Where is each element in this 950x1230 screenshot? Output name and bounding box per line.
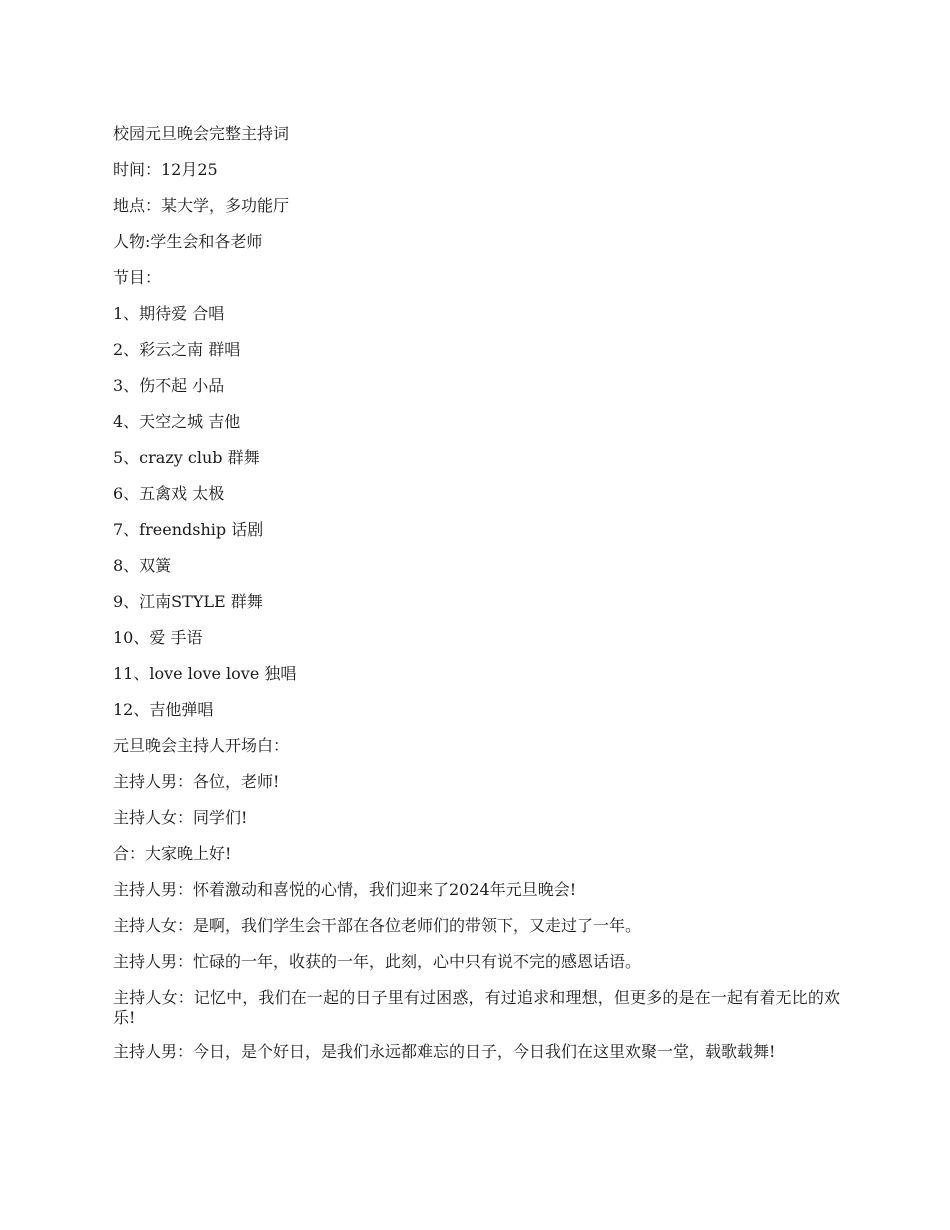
dialogue-paragraph: 主持人女：记忆中，我们在一起的日子里有过困惑，有过追求和理想，但更多的是在一起有着无比的欢乐! bbox=[113, 988, 840, 1027]
dialogue-line: 主持人男：各位，老师! bbox=[113, 772, 280, 791]
event-people: 人物:学生会和各老师 bbox=[113, 232, 263, 251]
program-item: 12、吉他弹唱 bbox=[113, 700, 214, 719]
program-item: 8、双簧 bbox=[113, 556, 172, 575]
program-item: 3、伤不起 小品 bbox=[113, 376, 225, 395]
event-place: 地点：某大学，多功能厅 bbox=[113, 196, 290, 215]
dialogue-line: 主持人女：是啊，我们学生会干部在各位老师们的带领下，又走过了一年。 bbox=[113, 916, 642, 935]
dialogue-line: 主持人男：忙碌的一年，收获的一年，此刻，心中只有说不完的感恩话语。 bbox=[113, 952, 642, 971]
program-item: 2、彩云之南 群唱 bbox=[113, 340, 241, 359]
program-item: 5、crazy club 群舞 bbox=[113, 448, 260, 467]
event-time: 时间：12月25 bbox=[113, 160, 218, 179]
dialogue-paragraph: 主持人男：今日，是个好日，是我们永远都难忘的日子，今日我们在这里欢聚一堂，载歌载舞! bbox=[113, 1042, 776, 1061]
program-item: 7、freendship 话剧 bbox=[113, 520, 264, 539]
program-item: 4、天空之城 吉他 bbox=[113, 412, 241, 431]
dialogue-line: 合：大家晚上好! bbox=[113, 844, 232, 863]
program-item: 1、期待爱 合唱 bbox=[113, 304, 225, 323]
program-heading: 节目： bbox=[113, 268, 162, 287]
program-item: 6、五禽戏 太极 bbox=[113, 484, 225, 503]
document-title: 校园元旦晚会完整主持词 bbox=[113, 124, 290, 143]
dialogue-line: 主持人男：怀着激动和喜悦的心情，我们迎来了2024年元旦晚会! bbox=[113, 880, 577, 899]
program-item: 9、江南STYLE 群舞 bbox=[113, 592, 263, 611]
opening-heading: 元旦晚会主持人开场白： bbox=[113, 736, 290, 755]
dialogue-line: 主持人女：同学们! bbox=[113, 808, 248, 827]
program-item: 11、love love love 独唱 bbox=[113, 664, 297, 683]
program-item: 10、爱 手语 bbox=[113, 628, 203, 647]
